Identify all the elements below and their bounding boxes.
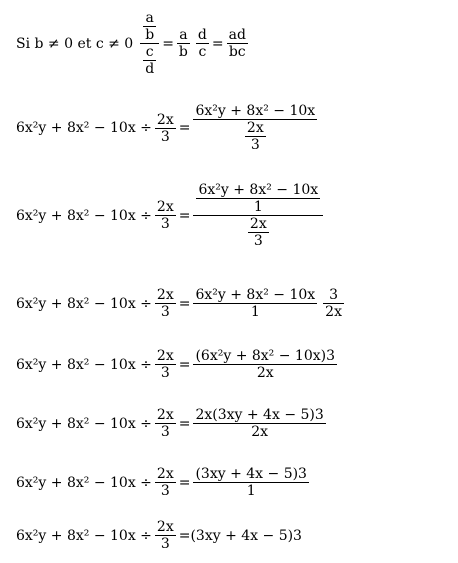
lhs-num: 2x <box>156 287 174 303</box>
lhs-fraction <box>155 348 176 381</box>
rule-line <box>16 10 251 77</box>
step2-bot-num: 2x <box>249 216 267 232</box>
lhs-den: 3 <box>160 536 170 552</box>
lhs-expr: 6x²y + 8x² − 10x ÷ <box>16 295 152 312</box>
step4-den: 2x <box>256 365 274 381</box>
step7-result: (3xy + 4x − 5)3 <box>190 527 302 544</box>
equals: = <box>178 295 191 312</box>
rule-c: c <box>145 44 154 60</box>
rule-d2: d <box>197 27 207 43</box>
equals: = <box>178 474 191 491</box>
step2-top-frac <box>196 182 320 215</box>
step2-rhs <box>193 182 323 249</box>
equals: = <box>178 120 191 136</box>
lhs-num: 2x <box>156 519 174 535</box>
step1-inner-den: 3 <box>250 137 260 153</box>
lhs-den: 3 <box>160 483 170 499</box>
step-1 <box>16 103 320 153</box>
lhs-fraction <box>155 466 176 499</box>
step2-bot-den: 3 <box>253 233 263 249</box>
lhs-fraction <box>155 112 176 145</box>
step1-rhs <box>193 103 317 153</box>
lhs-num: 2x <box>156 111 174 128</box>
step3-f1-num: 6x²y + 8x² − 10x <box>195 287 316 303</box>
lhs-num: 2x <box>156 199 174 215</box>
lhs-den: 3 <box>160 424 170 440</box>
step6-num: (3xy + 4x − 5)3 <box>195 466 307 482</box>
lhs-fraction <box>155 519 176 552</box>
lhs-expr: 6x²y + 8x² − 10x ÷ <box>16 207 152 224</box>
rule-d: d <box>145 61 155 77</box>
rule-frac-cd <box>143 44 156 77</box>
step-4 <box>16 348 340 381</box>
step-3 <box>16 287 347 320</box>
step3-f2-num: 3 <box>329 287 339 303</box>
rule-a: a <box>145 10 154 26</box>
rule-frac-ad-bc <box>227 27 248 60</box>
rule-b2: b <box>178 44 188 60</box>
lhs-fraction <box>155 199 176 232</box>
rule-frac-ab2 <box>177 27 190 60</box>
step-6 <box>16 466 312 499</box>
rule-bc: bc <box>228 44 246 60</box>
step-2 <box>16 182 326 249</box>
lhs-fraction <box>155 287 176 320</box>
lhs-den: 3 <box>160 304 170 320</box>
rule-frac-ab <box>143 10 156 43</box>
equals: = <box>178 356 191 373</box>
step1-num: 6x²y + 8x² − 10x <box>195 103 316 119</box>
rule-ad: ad <box>228 27 246 43</box>
lhs-expr: 6x²y + 8x² − 10x ÷ <box>16 120 152 136</box>
equals: = <box>178 207 191 224</box>
rule-condition: Si b ≠ 0 et c ≠ 0 <box>16 35 134 52</box>
step3-f2-den: 2x <box>325 304 342 320</box>
step3-frac-2 <box>323 287 344 320</box>
lhs-expr: 6x²y + 8x² − 10x ÷ <box>16 356 152 373</box>
rule-b: b <box>145 27 155 43</box>
step6-den: 1 <box>246 483 256 499</box>
lhs-expr: 6x²y + 8x² − 10x ÷ <box>16 527 152 544</box>
step2-bot-frac <box>248 216 269 249</box>
step1-inner-frac <box>245 120 266 153</box>
lhs-den: 3 <box>160 216 170 232</box>
rule-complex-fraction <box>140 10 159 77</box>
step3-frac-1 <box>193 287 317 320</box>
rule-frac-dc <box>196 27 209 60</box>
lhs-den: 3 <box>160 365 170 381</box>
rule-equals-2: = <box>211 35 224 52</box>
lhs-den: 3 <box>160 128 170 145</box>
step6-rhs <box>193 466 309 499</box>
lhs-fraction <box>155 407 176 440</box>
step5-num: 2x(3xy + 4x − 5)3 <box>195 407 324 423</box>
step5-den: 2x <box>251 424 269 440</box>
lhs-expr: 6x²y + 8x² − 10x ÷ <box>16 474 152 491</box>
equals: = <box>178 527 191 544</box>
step-7 <box>16 519 302 552</box>
step2-top-den: 1 <box>253 199 263 215</box>
rule-a2: a <box>179 27 188 43</box>
step2-top-num: 6x²y + 8x² − 10x <box>198 182 319 198</box>
step1-inner-num: 2x <box>246 120 264 136</box>
step3-f1-den: 1 <box>250 304 260 320</box>
lhs-num: 2x <box>156 407 174 423</box>
step4-rhs <box>193 348 337 381</box>
equals: = <box>178 415 191 432</box>
rule-c2: c <box>198 44 207 60</box>
step-5 <box>16 407 329 440</box>
lhs-expr: 6x²y + 8x² − 10x ÷ <box>16 415 152 432</box>
lhs-num: 2x <box>156 348 174 364</box>
step4-num: (6x²y + 8x² − 10x)3 <box>195 348 335 364</box>
lhs-num: 2x <box>156 466 174 482</box>
rule-equals: = <box>162 35 174 52</box>
step5-rhs <box>193 407 325 440</box>
